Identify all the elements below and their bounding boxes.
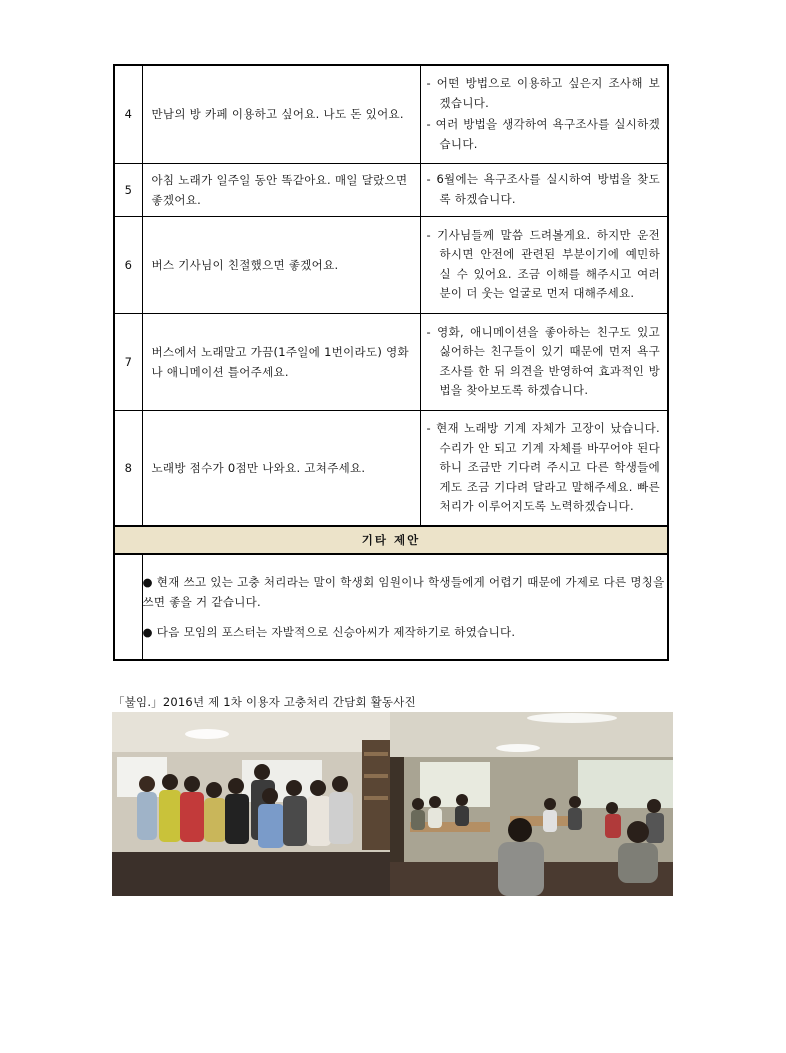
etc-heading: 기타 제안 bbox=[114, 526, 668, 554]
request-text: 아침 노래가 일주일 동안 똑같아요. 매일 달랐으면 좋겠어요. bbox=[142, 163, 420, 216]
photo-caption: 「불임.」2016년 제 1차 이용자 고충처리 간담회 활동사진 bbox=[113, 695, 416, 709]
answer-item: - 현재 노래방 기계 자체가 고장이 났습니다. 수리가 안 되고 기계 자체를 바꾸어야 된다 하니 조금만 기다려 주시고 다른 학생들에게도 조금 기다려 달라고 말해주세요. 빠른 처리가 이루어지도록 노력하겠습니다. bbox=[426, 421, 660, 513]
row-number: 4 bbox=[114, 65, 142, 163]
answer-item: - 기사님들께 말씀 드려볼게요. 하지만 운전하시면 안전에 관련된 부분이기에 예민하실 수 있어요. 조금 이해를 해주시고 여러분이 더 웃는 얼굴로 먼저 대해주세요. bbox=[426, 227, 660, 300]
etc-row bbox=[114, 554, 668, 660]
etc-content bbox=[142, 554, 668, 660]
answer-item: - 여러 방법을 생각하여 욕구조사를 실시하겠습니다. bbox=[426, 117, 660, 151]
row-number: 7 bbox=[114, 313, 142, 410]
etc-item: ● 현재 쓰고 있는 고충 처리라는 말이 학생회 임원이나 학생들에게 어렵기 때문에 가제로 다른 명칭을 쓰면 좋을 거 같습니다. bbox=[142, 575, 665, 609]
table-row bbox=[114, 410, 668, 526]
row-number: 5 bbox=[114, 163, 142, 216]
meeting-photo bbox=[390, 712, 673, 896]
request-text: 노래방 점수가 0점만 나와요. 고쳐주세요. bbox=[142, 410, 420, 526]
etc-item: ● 다음 모임의 포스터는 자발적으로 신승아씨가 제작하기로 하였습니다. bbox=[142, 625, 516, 639]
request-text: 버스에서 노래말고 가끔(1주일에 1번이라도) 영화나 애니메이션 틀어주세요. bbox=[142, 313, 420, 410]
request-text: 만남의 방 카페 이용하고 싶어요. 나도 돈 있어요. bbox=[142, 65, 420, 163]
table-row bbox=[114, 216, 668, 313]
grievance-table bbox=[113, 64, 669, 661]
row-number: 6 bbox=[114, 216, 142, 313]
answer-cell bbox=[420, 65, 668, 163]
answer-cell bbox=[420, 216, 668, 313]
answer-cell bbox=[420, 410, 668, 526]
answer-item: - 영화, 애니메이션을 좋아하는 친구도 있고 싫어하는 친구들이 있기 때문에 먼저 욕구 조사를 한 뒤 의견을 반영하여 효과적인 방법을 찾아보도록 하겠습니다. bbox=[426, 324, 660, 397]
answer-item: - 6월에는 욕구조사를 실시하여 방법을 찾도록 하겠습니다. bbox=[426, 172, 660, 206]
etc-empty-cell bbox=[114, 554, 142, 660]
row-number: 8 bbox=[114, 410, 142, 526]
request-text: 버스 기사님이 친절했으면 좋겠어요. bbox=[142, 216, 420, 313]
table-row bbox=[114, 313, 668, 410]
answer-cell bbox=[420, 313, 668, 410]
table-row bbox=[114, 163, 668, 216]
answer-cell bbox=[420, 163, 668, 216]
table-row bbox=[114, 65, 668, 163]
group-photo bbox=[112, 712, 390, 896]
etc-heading-row bbox=[114, 526, 668, 554]
answer-item: - 어떤 방법으로 이용하고 싶은지 조사해 보겠습니다. bbox=[426, 76, 660, 110]
